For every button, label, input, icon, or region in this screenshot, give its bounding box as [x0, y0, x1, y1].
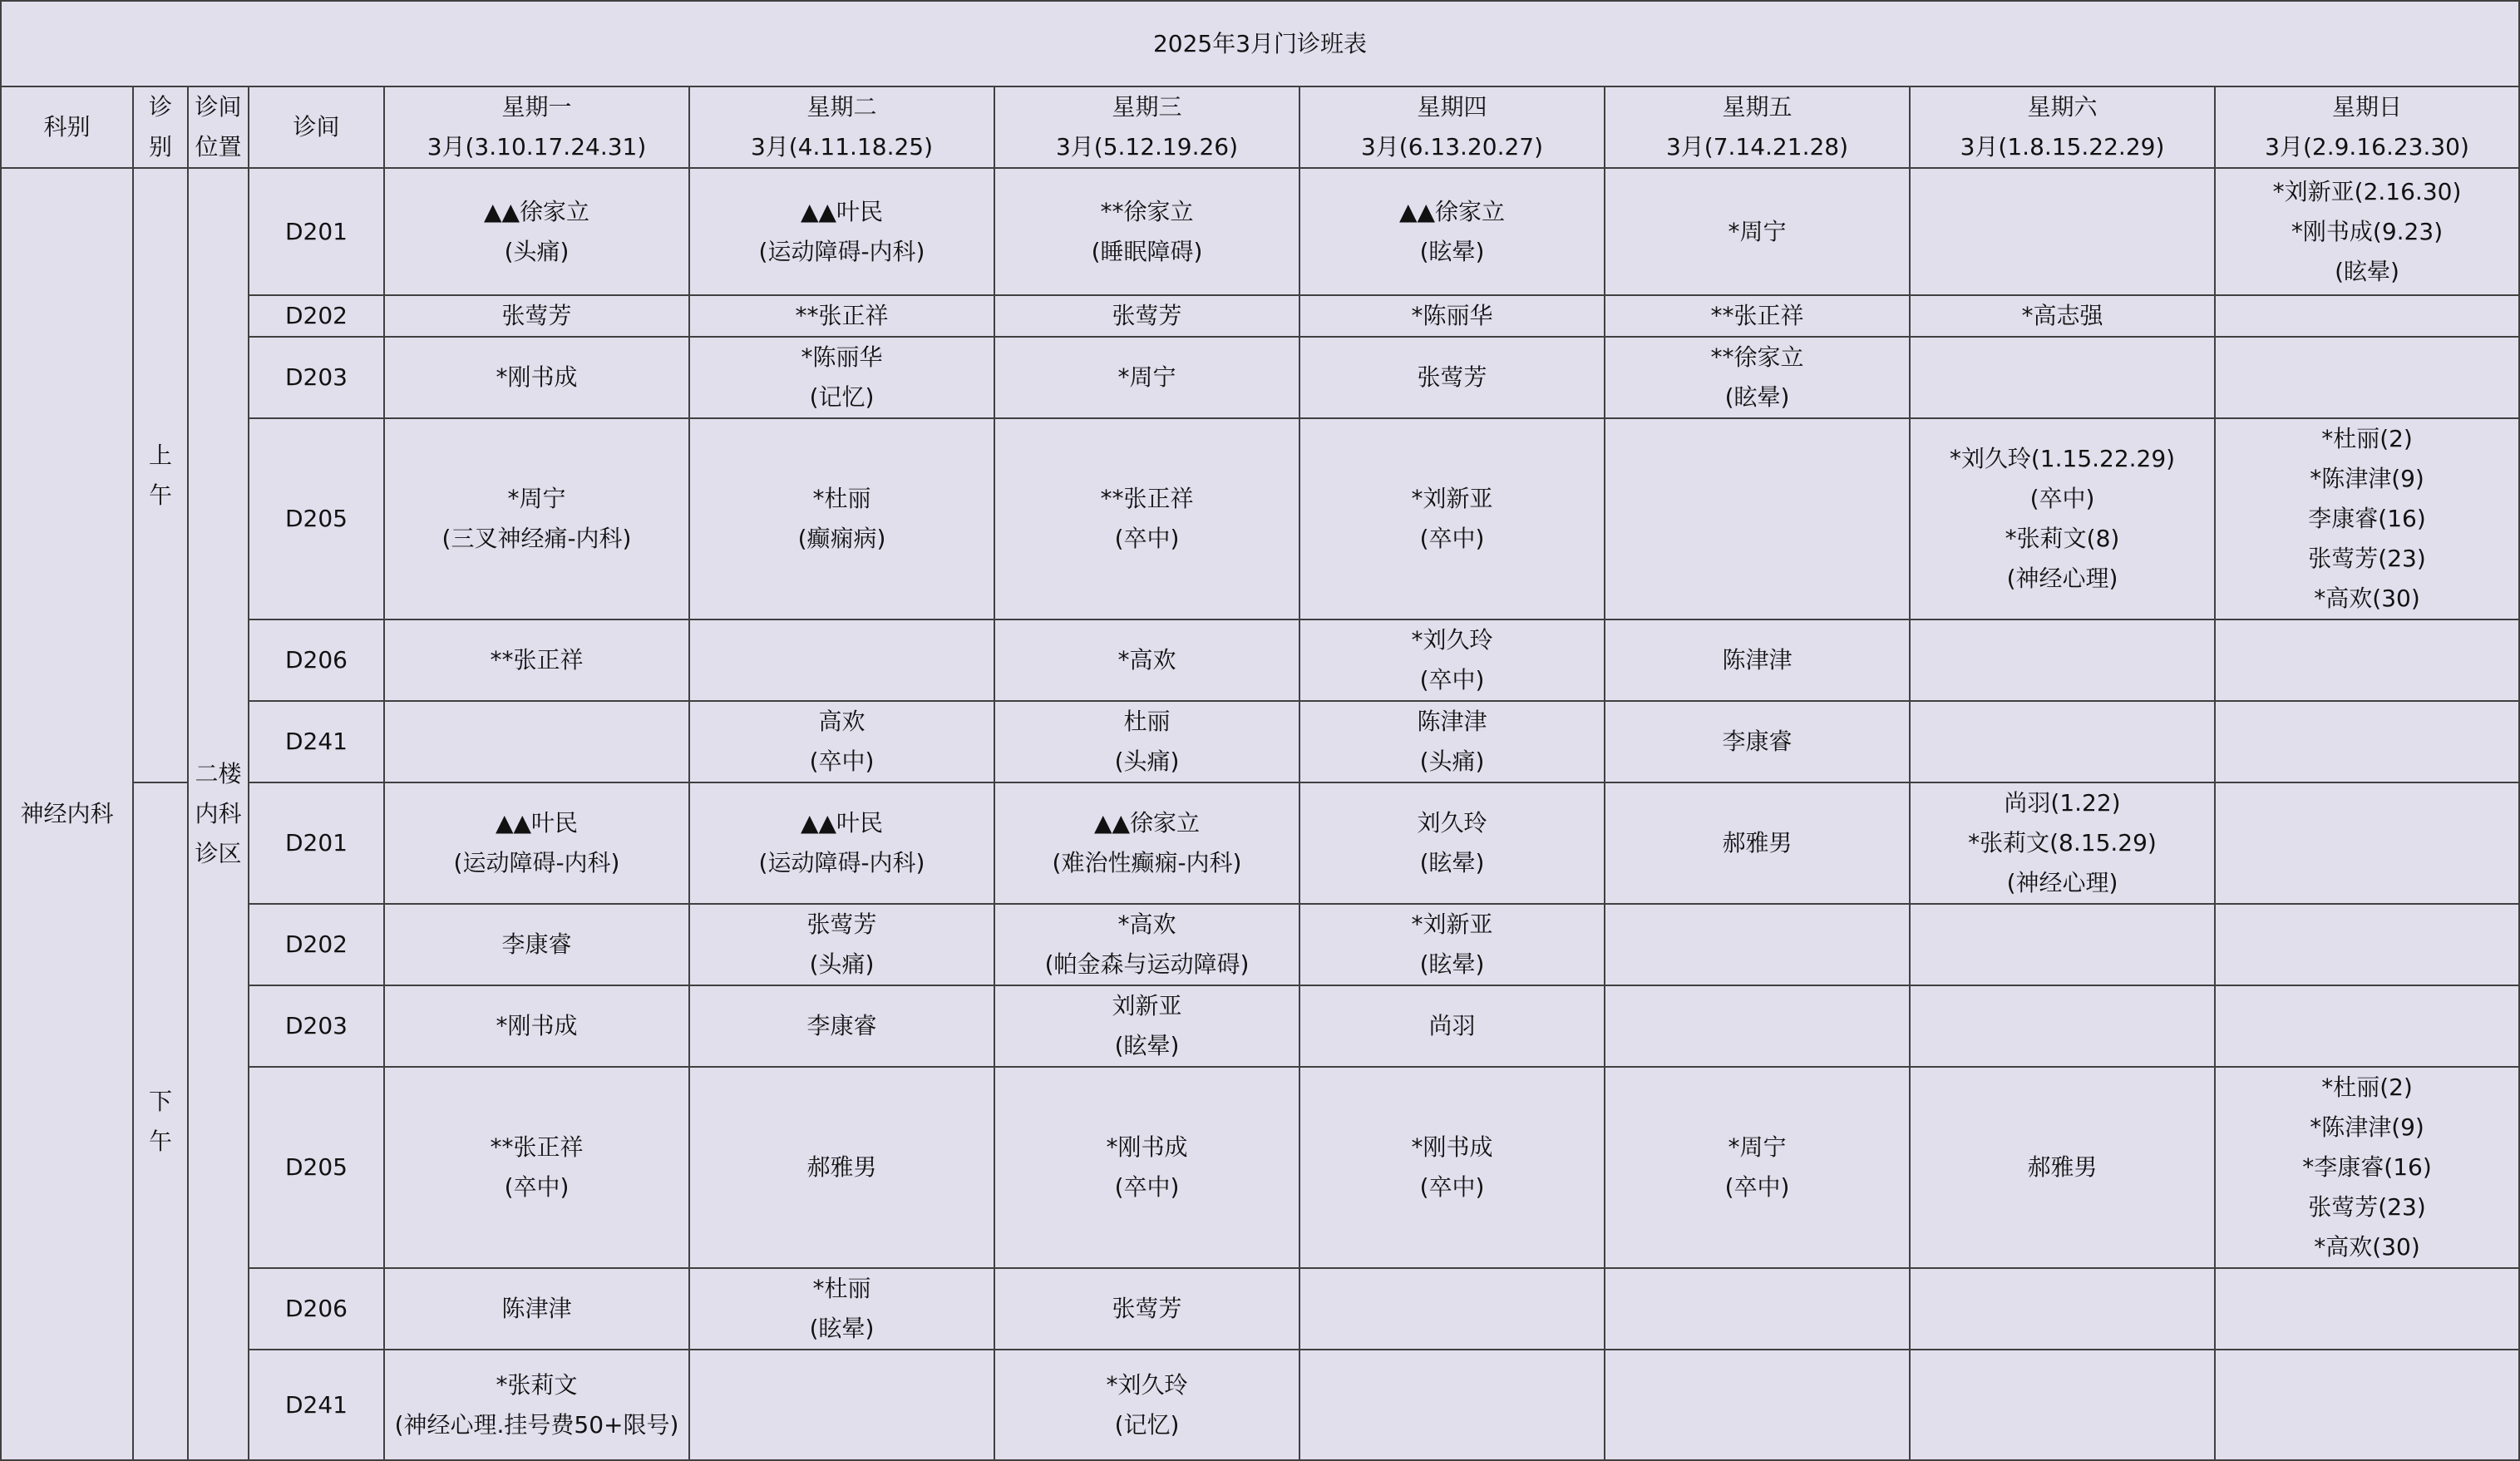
room-cell: D241 [249, 701, 384, 782]
cell-line: *周宁 [1728, 1133, 1787, 1161]
schedule-cell [2215, 1268, 2519, 1350]
table-row [1, 1067, 2519, 1268]
cell-line: (癫痫病) [797, 525, 886, 552]
header-day [2215, 86, 2519, 168]
schedule-cell [2215, 337, 2519, 418]
room-cell: D202 [249, 904, 384, 985]
table-row [1, 168, 2519, 295]
room-cell: D203 [249, 337, 384, 418]
cell-line: 李康睿 [1722, 728, 1793, 755]
cell-line: 张莺芳 [1112, 302, 1182, 329]
schedule-cell [384, 337, 689, 418]
table-row [1, 985, 2519, 1067]
day-name: 星期六 [2027, 93, 2098, 121]
schedule-cell [384, 782, 689, 904]
schedule-cell [384, 904, 689, 985]
cell-line: **张正祥 [795, 302, 889, 329]
cell-line: 高欢 [818, 708, 865, 735]
schedule-cell [1299, 295, 1605, 337]
day-dates: 3月(2.9.16.23.30) [2265, 133, 2469, 160]
schedule-cell [2215, 295, 2519, 337]
cell-line: (卒中) [1114, 1173, 1180, 1201]
cell-line: *刚书成 [496, 1012, 578, 1039]
schedule-cell [1910, 904, 2215, 985]
cell-line: 郝雅男 [1722, 829, 1793, 856]
cell-line: *高欢 [1117, 646, 1176, 674]
schedule-cell [994, 1067, 1299, 1268]
cell-line: (眩晕) [1419, 849, 1485, 876]
header-day [384, 86, 689, 168]
schedule-cell [1299, 701, 1605, 782]
schedule-cell [1299, 782, 1605, 904]
cell-line: 尚羽 [1428, 1012, 1476, 1039]
cell-line: *张莉文 [496, 1370, 578, 1399]
schedule-cell [689, 337, 994, 418]
table-row [1, 701, 2519, 782]
day-name: 星期四 [1417, 93, 1487, 121]
cell-line: 张莺芳 [1417, 363, 1487, 391]
room-cell: D202 [249, 295, 384, 337]
cell-line: 李康睿 [501, 930, 572, 958]
schedule-cell [2215, 701, 2519, 782]
cell-line: (卒中) [1419, 1173, 1485, 1201]
cell-line: ▲▲叶民 [495, 809, 579, 837]
schedule-cell [1910, 295, 2215, 337]
cell-line: ▲▲叶民 [800, 197, 884, 225]
session-cell: 下 午 [133, 782, 188, 1460]
schedule-cell [689, 701, 994, 782]
schedule-cell [1910, 619, 2215, 701]
schedule-cell [2215, 1067, 2519, 1268]
cell-line: 李康睿(16) [2308, 505, 2426, 532]
header-day [1605, 86, 1910, 168]
schedule-cell [1605, 782, 1910, 904]
cell-line: (卒中) [1724, 1173, 1790, 1201]
cell-line: *杜丽(2) [2321, 1074, 2413, 1101]
day-dates: 3月(5.12.19.26) [1055, 133, 1239, 160]
schedule-cell [2215, 904, 2519, 985]
schedule-cell [1299, 337, 1605, 418]
cell-line: *高欢 [1117, 911, 1176, 938]
schedule-cell [994, 782, 1299, 904]
cell-line: (卒中) [2029, 485, 2095, 512]
schedule-cell [2215, 418, 2519, 619]
schedule-cell [1605, 1268, 1910, 1350]
cell-line: **徐家立 [1100, 197, 1194, 225]
cell-line: *周宁 [507, 485, 566, 512]
schedule-cell [689, 295, 994, 337]
schedule-cell [1910, 985, 2215, 1067]
header-day [994, 86, 1299, 168]
cell-line: *陈津津(9) [2310, 1113, 2424, 1141]
cell-line: *高欢(30) [2314, 1233, 2420, 1261]
schedule-cell [384, 1350, 689, 1460]
day-dates: 3月(3.10.17.24.31) [427, 133, 647, 160]
cell-line: (头痛) [1419, 748, 1485, 775]
cell-line: *刘新亚 [1411, 911, 1493, 938]
schedule-cell [1605, 337, 1910, 418]
day-name: 星期三 [1112, 93, 1182, 121]
schedule-cell [1299, 619, 1605, 701]
cell-line: (头痛) [809, 950, 875, 978]
table-row [1, 782, 2519, 904]
schedule-cell [2215, 1350, 2519, 1460]
cell-line: (帕金森与运动障碍) [1044, 950, 1250, 978]
schedule-cell [994, 619, 1299, 701]
cell-line: (卒中) [1419, 525, 1485, 552]
cell-line: **张正祥 [1710, 302, 1804, 329]
table-row [1, 904, 2519, 985]
department-cell: 神经内科 [1, 168, 133, 1460]
cell-line: 郝雅男 [806, 1153, 877, 1181]
cell-line: **张正祥 [490, 646, 584, 674]
schedule-cell [689, 782, 994, 904]
cell-line: (睡眠障碍) [1091, 237, 1203, 265]
cell-line: *刘久玲 [1106, 1370, 1188, 1399]
schedule-cell [689, 619, 994, 701]
cell-line: 陈津津 [1722, 646, 1793, 674]
cell-line: 张莺芳 [501, 302, 572, 329]
location-cell: 二楼 内科 诊区 [188, 168, 249, 1460]
cell-line: (眩晕) [809, 1315, 875, 1342]
cell-line: ▲▲徐家立 [483, 197, 590, 225]
cell-line: 张莺芳 [806, 911, 877, 938]
schedule-cell [384, 1067, 689, 1268]
cell-line: 张莺芳(23) [2308, 545, 2426, 572]
schedule-cell [1910, 1350, 2215, 1460]
room-cell: D205 [249, 1067, 384, 1268]
cell-line: (神经心理.挂号费50+限号) [394, 1410, 679, 1439]
table-row [1, 418, 2519, 619]
room-cell: D206 [249, 1268, 384, 1350]
cell-line: 陈津津 [1417, 708, 1487, 735]
schedule-cell [994, 1268, 1299, 1350]
schedule-cell [384, 701, 689, 782]
cell-line: *张莉文(8.15.29) [1968, 829, 2157, 856]
cell-line: *刚书成(9.23) [2291, 217, 2444, 245]
cell-line: *刚书成 [1411, 1133, 1493, 1161]
cell-line: *李康睿(16) [2302, 1153, 2432, 1181]
header-day [1299, 86, 1605, 168]
cell-line: *刘新亚 [1411, 485, 1493, 512]
cell-line: *陈丽华 [801, 343, 883, 371]
day-dates: 3月(6.13.20.27) [1360, 133, 1544, 160]
cell-line: (难治性癫痫-内科) [1052, 849, 1242, 876]
schedule-cell [994, 418, 1299, 619]
schedule-cell [2215, 168, 2519, 295]
schedule-cell [1605, 168, 1910, 295]
schedule-cell [384, 619, 689, 701]
schedule-cell [1605, 701, 1910, 782]
cell-line: 刘久玲 [1417, 809, 1487, 837]
schedule-cell [384, 1268, 689, 1350]
schedule-cell [689, 985, 994, 1067]
cell-line: (运动障碍-内科) [758, 237, 925, 265]
schedule-cell [1605, 418, 1910, 619]
schedule-cell [689, 418, 994, 619]
room-cell: D205 [249, 418, 384, 619]
cell-line: *刘久玲(1.15.22.29) [1949, 445, 2176, 472]
cell-line: ▲▲徐家立 [1398, 197, 1506, 225]
cell-line: (眩晕) [2335, 257, 2399, 285]
schedule-cell [1605, 904, 1910, 985]
schedule-cell [1605, 1067, 1910, 1268]
day-dates: 3月(7.14.21.28) [1665, 133, 1849, 160]
header-location: 诊间 位置 [188, 86, 249, 168]
schedule-cell [1299, 1268, 1605, 1350]
cell-line: 李康睿 [806, 1012, 877, 1039]
room-cell: D201 [249, 168, 384, 295]
schedule-cell [1299, 985, 1605, 1067]
cell-line: 张莺芳(23) [2308, 1193, 2426, 1221]
cell-line: 张莺芳 [1112, 1295, 1182, 1322]
cell-line: (卒中) [1419, 666, 1485, 693]
session-cell: 上 午 [133, 168, 188, 782]
cell-line: *刚书成 [1106, 1133, 1188, 1161]
day-dates: 3月(1.8.15.22.29) [1960, 133, 2165, 160]
schedule-cell [689, 1067, 994, 1268]
schedule-cell [1910, 1268, 2215, 1350]
table-row [1, 295, 2519, 337]
schedule-cell [1605, 619, 1910, 701]
cell-line: *高欢(30) [2314, 585, 2420, 612]
cell-line: *高志强 [2021, 302, 2103, 329]
schedule-cell [2215, 619, 2519, 701]
schedule-cell [1910, 337, 2215, 418]
room-cell: D203 [249, 985, 384, 1067]
cell-line: *杜丽(2) [2321, 425, 2413, 452]
day-name: 星期五 [1722, 93, 1793, 121]
schedule-cell [1605, 295, 1910, 337]
schedule-cell [994, 904, 1299, 985]
table-row [1, 619, 2519, 701]
day-name: 星期一 [501, 93, 572, 121]
schedule-cell [1605, 1350, 1910, 1460]
cell-line: (头痛) [1114, 748, 1180, 775]
cell-line: 杜丽 [1123, 708, 1171, 735]
schedule-cell [689, 1268, 994, 1350]
schedule-cell [384, 295, 689, 337]
room-cell: D241 [249, 1350, 384, 1460]
room-cell: D201 [249, 782, 384, 904]
cell-line: (神经心理) [2006, 565, 2118, 592]
header-day [1910, 86, 2215, 168]
cell-line: ▲▲叶民 [800, 809, 884, 837]
cell-line: *周宁 [1117, 363, 1176, 391]
schedule-cell [384, 418, 689, 619]
header-dept: 科别 [1, 86, 133, 168]
schedule-cell [1299, 168, 1605, 295]
schedule-cell [1910, 701, 2215, 782]
schedule-cell [1299, 1067, 1605, 1268]
cell-line: **徐家立 [1710, 343, 1804, 371]
table-row [1, 1350, 2519, 1460]
schedule-cell [994, 337, 1299, 418]
schedule-cell [689, 904, 994, 985]
cell-line: 尚羽(1.22) [2004, 789, 2121, 817]
schedule-cell [994, 295, 1299, 337]
cell-line: *刘久玲 [1411, 626, 1493, 654]
schedule-cell [994, 701, 1299, 782]
cell-line: (眩晕) [1724, 383, 1790, 411]
page-title: 2025年3月门诊班表 [1, 1, 2519, 86]
cell-line: (眩晕) [1419, 237, 1485, 265]
cell-line: (三叉神经痛-内科) [441, 525, 632, 552]
schedule-cell [1605, 985, 1910, 1067]
schedule-cell [689, 168, 994, 295]
cell-line: (眩晕) [1419, 950, 1485, 978]
header-day [689, 86, 994, 168]
cell-line: **张正祥 [1100, 485, 1194, 512]
day-name: 星期日 [2332, 93, 2403, 121]
cell-line: (神经心理) [2006, 869, 2118, 896]
schedule-cell [1910, 418, 2215, 619]
schedule-cell [384, 168, 689, 295]
schedule-cell [2215, 985, 2519, 1067]
cell-line: 陈津津 [501, 1295, 572, 1322]
room-cell: D206 [249, 619, 384, 701]
cell-line: (头痛) [504, 237, 570, 265]
cell-line: 刘新亚 [1112, 992, 1182, 1019]
day-dates: 3月(4.11.18.25) [750, 133, 934, 160]
cell-line: **张正祥 [490, 1133, 584, 1161]
schedule-cell [1910, 782, 2215, 904]
cell-line: (运动障碍-内科) [758, 849, 925, 876]
schedule-cell [689, 1350, 994, 1460]
cell-line: *陈津津(9) [2310, 465, 2424, 492]
header-session: 诊 别 [133, 86, 188, 168]
schedule-cell [994, 985, 1299, 1067]
schedule-cell [994, 168, 1299, 295]
cell-line: *杜丽 [812, 1275, 871, 1302]
schedule-cell [994, 1350, 1299, 1460]
day-name: 星期二 [806, 93, 877, 121]
schedule-cell [1910, 1067, 2215, 1268]
cell-line: *刚书成 [496, 363, 578, 391]
cell-line: 郝雅男 [2027, 1153, 2098, 1181]
schedule-cell [1299, 1350, 1605, 1460]
cell-line: (运动障碍-内科) [453, 849, 620, 876]
schedule-cell [2215, 782, 2519, 904]
schedule-cell [384, 985, 689, 1067]
cell-line: *周宁 [1728, 217, 1787, 245]
cell-line: (卒中) [504, 1173, 570, 1201]
cell-line: (眩晕) [1114, 1032, 1180, 1059]
header-room: 诊间 [249, 86, 384, 168]
cell-line: *张莉文(8) [2005, 525, 2120, 552]
schedule-cell [1299, 904, 1605, 985]
table-row [1, 1268, 2519, 1350]
cell-line: (记忆) [1114, 1410, 1180, 1439]
cell-line: *陈丽华 [1411, 302, 1493, 329]
schedule-cell [1299, 418, 1605, 619]
cell-line: (卒中) [809, 748, 875, 775]
cell-line: (卒中) [1114, 525, 1180, 552]
table-row [1, 337, 2519, 418]
schedule-cell [1910, 168, 2215, 295]
cell-line: (记忆) [809, 383, 875, 411]
cell-line: ▲▲徐家立 [1093, 809, 1201, 837]
cell-line: *刘新亚(2.16.30) [2272, 177, 2462, 205]
cell-line: *杜丽 [812, 485, 871, 512]
